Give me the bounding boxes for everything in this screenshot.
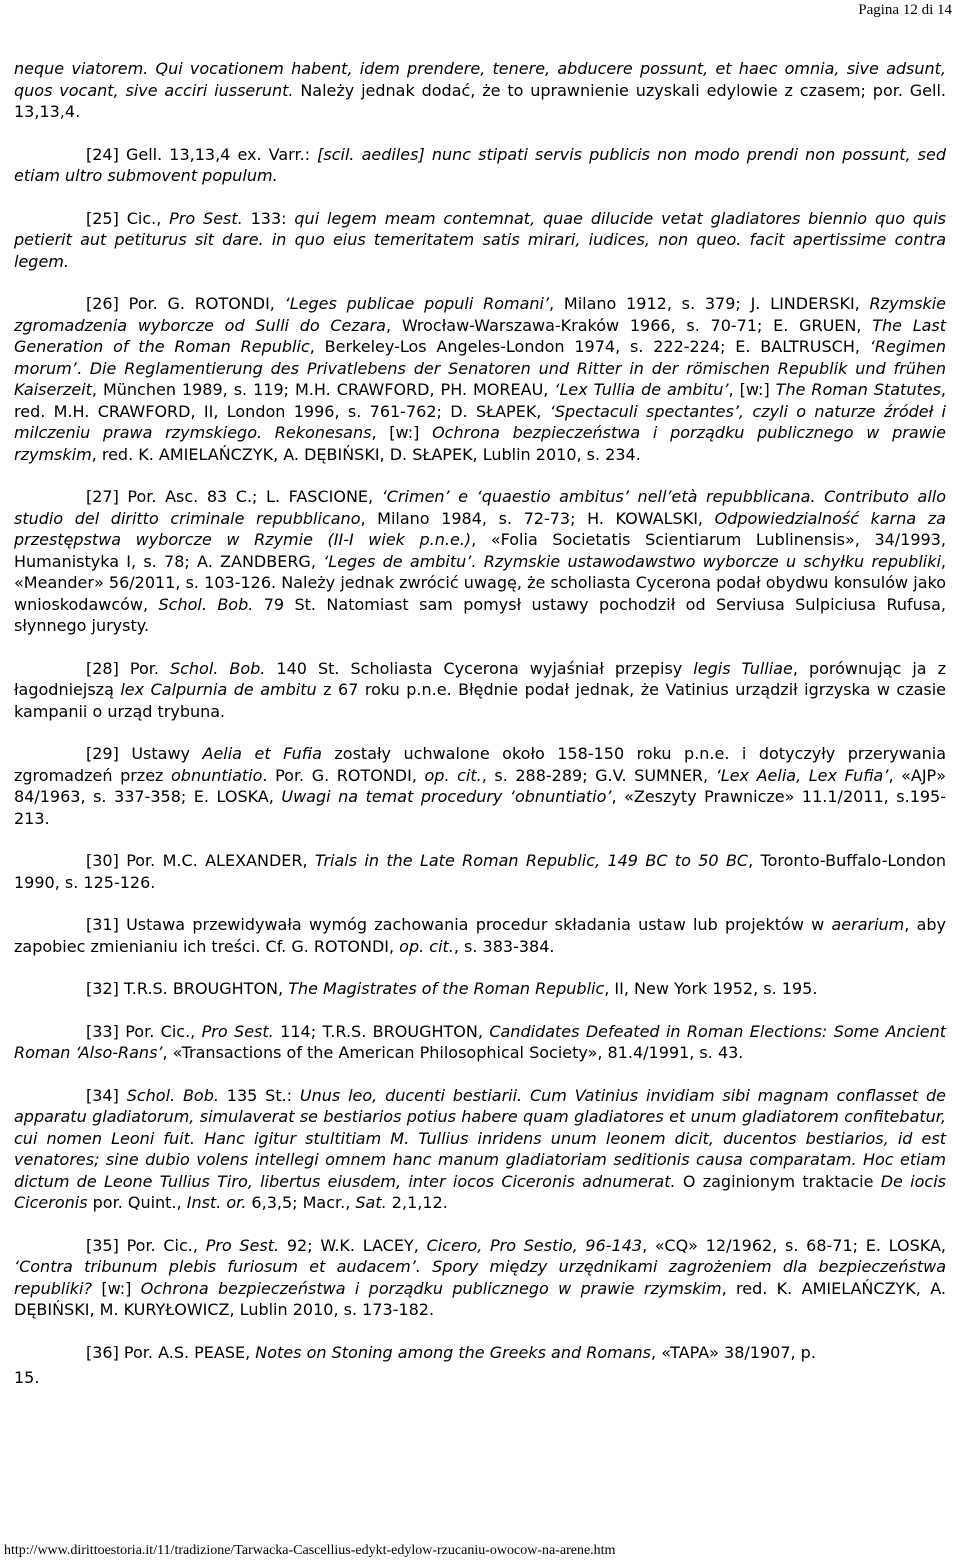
text-run: , «AJP» 84/1963, s. 337-358; E. LOSKA, — [14, 765, 946, 806]
text-run: . — [76, 358, 90, 378]
text-run: , aby zapobiec zmienianiu ich treści. Cf. G. ROTONDI, — [14, 915, 947, 956]
footnote — [14, 1085, 946, 1214]
italic-text: lex Calpurnia de ambitu — [120, 680, 317, 699]
italic-text: legis Tulliae — [693, 658, 793, 678]
text-run: , s. 288-289; G.V. SUMNER, — [481, 765, 716, 785]
text-run: , [w:] — [728, 380, 776, 399]
italic-text: Ochrona bezpieczeństwa i porządku publicznego w prawie rzymskim — [140, 1278, 722, 1298]
footnote — [14, 144, 946, 187]
text-run: [26] Por. G. ROTONDI, — [86, 294, 285, 313]
text-run: 135 St.: — [218, 1085, 300, 1105]
text-run: . Por. G. ROTONDI, — [262, 765, 425, 785]
text-run: 2,1,12. — [386, 1193, 448, 1212]
italic-text: The Last Generation of the Roman Republic — [14, 315, 947, 356]
text-run: [30] Por. M.C. ALEXANDER, — [86, 851, 315, 870]
italic-text: ‘Regimen morum’ — [14, 337, 946, 378]
italic-text: op. cit. — [424, 765, 482, 785]
italic-text: qui legem meam contemnat, quae dilucide vetat gladiatores biennio quo quis petierit aut petiturus sit dare. in quo eius temeritatem satis mirari, iudices, non queo. facit apertissime contra legem. — [14, 208, 946, 271]
text-run: , red. K. AMIELAŃCZYK, A. DĘBIŃSKI, D. SŁAPEK, Lublin 2010, s. 234. — [91, 444, 641, 464]
italic-text: Ochrona bezpieczeństwa i porządku publicznego w prawie rzymskim — [14, 423, 947, 464]
text-run: 79 St. Natomiast sam pomysł ustawy pochodził od Serviusa Sulpiciusa Rufusa, słynnego jurysty. — [14, 594, 946, 635]
italic-text: Cicero, Pro Sestio, 96-143 — [426, 1235, 643, 1255]
italic-text: ‘Leges publicae populi Romani’ — [284, 294, 550, 313]
text-run: , Milano 1984, s. 72-73; H. KOWALSKI, — [360, 508, 715, 528]
text-run: O zaginionym traktacie — [675, 1171, 881, 1191]
text-run: [35] Por. Cic., — [86, 1235, 206, 1255]
italic-text: Schol. Bob. — [158, 594, 254, 614]
italic-text: Unus leo, ducenti bestiarii. Cum Vatinius invidiam sibi magnam conflasset de apparatu gladiatorum, simulaverat se bestiarios potius habere quam gladiatores et unum gladiatorem confitebatur, cui nomen Leoni fuit. Hanc igitur stultitiam M. Tullius inridens unum leonem dicit, ducentos bestiarios, id est venatores; sine dubio volens intellegi omnem hanc manum gladiatoriam seditionis causa comparatam. Hoc etiam dictum de Leone Tullius Tiro, libertus eiusdem, inter iocos Ciceronis adnumerat. — [14, 1085, 947, 1191]
italic-text: neque viatorem. Qui vocationem habent, idem prendere, tenere, abducere possunt, et haec omnia, sive adsunt, quos vocant, sive acciri iusserunt. — [14, 59, 946, 100]
footnote — [14, 486, 946, 637]
text-run: [33] Por. Cic., — [86, 1021, 202, 1041]
text-run: Należy jednak dodać, że to uprawnienie uzyskali edylowie z czasem; por. Gell. 13,13,4. — [14, 80, 946, 121]
footnote — [14, 658, 946, 723]
italic-text: The Roman Statutes — [775, 380, 941, 399]
text-run: , «Transactions of the American Philosophical Society», 81.4/1991, s. 43. — [162, 1043, 744, 1062]
italic-text: Pro Sest. — [169, 208, 243, 228]
italic-text: Pro Sest. — [201, 1021, 274, 1041]
footnote — [14, 293, 946, 465]
text-run: [31] Ustawa przewidywała wymóg zachowania procedur składania ustaw lub projektów w — [86, 915, 832, 934]
text-run: [28] Por. — [86, 658, 170, 678]
footnote — [14, 743, 946, 829]
text-run: , Berkeley-Los Angeles-London 1974, s. 222-224; E. BALTRUSCH, — [309, 337, 870, 356]
italic-text: [scil. aediles] nunc stipati servis publicis non modo prendi non possunt, sed etiam ultro submovent populum. — [14, 144, 946, 185]
italic-text: Schol. Bob. — [169, 658, 266, 678]
text-run: [34] — [86, 1085, 127, 1105]
page-number-label: Pagina 12 di 14 — [858, 2, 952, 18]
text-run: , Milano 1912, s. 379; J. LINDERSKI, — [549, 294, 870, 313]
text-run: 114; T.R.S. BROUGHTON, — [273, 1021, 490, 1041]
text-run: 6,3,5; Macr., — [246, 1193, 356, 1212]
text-run: , «Meander» 56/2011, s. 103-126. Należy jednak zwrócić uwagę, że scholiasta Cycerona podał obydwu konsulów jako wnioskodawców, — [14, 551, 947, 614]
italic-text: Schol. Bob. — [126, 1085, 219, 1105]
text-run: , red. K. AMIELAŃCZYK, A. DĘBIŃSKI, M. KURYŁOWICZ, Lublin 2010, s. 173-182. — [14, 1278, 946, 1319]
italic-text: Odpowiedzialność karna za przestępstwa wyborcze w Rzymie (II-I wiek p.n.e.) — [14, 508, 946, 549]
italic-text: Trials in the Late Roman Republic, 149 BC to 50 BC — [314, 851, 749, 870]
italic-text: Inst. or. — [186, 1193, 247, 1212]
text-run: [w:] — [91, 1278, 141, 1298]
italic-text: ‘Leges de ambitu’. Rzymskie ustawodawstwo wyborcze u schyłku republiki — [323, 551, 941, 571]
italic-text: Uwagi na temat procedury ‘obnuntiatio’ — [281, 787, 612, 806]
footnote — [14, 850, 946, 893]
text-run: [25] Cic., — [86, 208, 170, 228]
text-run: [27] Por. Asc. 83 C.; L. FASCIONE, — [86, 487, 382, 506]
italic-text: The Magistrates of the Roman Republic — [288, 979, 605, 998]
italic-text: ‘Crimen’ e ‘quaestio ambitus’ nell’età repubblicana. Contributo allo studio del diritto criminale repubblicano — [14, 487, 947, 528]
italic-text: Candidates Defeated in Roman Elections: Some Ancient Roman ‘Also-Rans’ — [14, 1021, 947, 1062]
italic-text: ‘Contra tribunum plebis furiosum et audacem’. Spory między urzędnikami zagrożeniem dla bezpieczeństwa republiki? — [14, 1257, 946, 1298]
italic-text: aerarium — [831, 915, 905, 934]
intro-paragraph — [14, 58, 946, 123]
text-run: , «Zeszyty Prawnicze» 11.1/2011, s.195-213. — [14, 787, 947, 828]
text-run: , Toronto-Buffalo-London 1990, s. 125-126. — [14, 851, 947, 892]
footnote — [14, 914, 946, 957]
italic-text: Die Reglamentierung des Privatlebens der Senatoren und Ritter in der römischen Republik und frühen Kaiserzeit — [14, 358, 947, 399]
text-run: por. Quint., — [87, 1193, 187, 1212]
text-run: [29] Ustawy — [86, 744, 203, 763]
text-run: [24] Gell. 13,13,4 ex. Varr.: — [86, 144, 318, 164]
text-run: , «TAPA» 38/1907, p. — [651, 1342, 816, 1362]
text-run: [36] Por. A.S. PEASE, — [86, 1342, 256, 1362]
text-run: , München 1989, s. 119; M.H. CRAWFORD, PH. MOREAU, — [91, 380, 555, 399]
italic-text: Notes on Stoning among the Greeks and Romans — [255, 1342, 652, 1362]
text-run: , [w:] — [371, 423, 433, 442]
text-run: , «Folia Societatis Scientiarum Lublinensis», 34/1993, Humanistyka I, s. 78; A. ZANDBERG, — [14, 530, 946, 571]
text-run: 133: — [242, 208, 295, 228]
text-run: 92; W.K. LACEY, — [279, 1235, 427, 1255]
italic-text: ‘Lex Tullia de ambitu’ — [554, 380, 729, 399]
italic-text: Sat. — [355, 1193, 387, 1212]
text-run: , «CQ» 12/1962, s. 68-71; E. LOSKA, — [642, 1235, 947, 1255]
text-run: [32] T.R.S. BROUGHTON, — [86, 979, 289, 998]
continuation-line: 15. — [14, 1368, 40, 1387]
text-run: , porównując ja z łagodniejszą — [14, 658, 947, 699]
text-run: z 67 roku p.n.e. Błędnie podał jednak, że Vatinius urządził igrzyska w czasie kampanii o urząd trybuna. — [14, 680, 947, 721]
italic-text: op. cit. — [399, 936, 454, 956]
footnote — [14, 1021, 946, 1064]
italic-text: ‘Lex Aelia, Lex Fufia’ — [715, 765, 889, 785]
text-run: , red. M.H. CRAWFORD, II, London 1996, s. 761-762; D. SŁAPEK, — [14, 380, 947, 421]
footnotes-list — [14, 144, 946, 1389]
text-run: zostały uchwalone około 158-150 roku p.n.e. i dotyczyły przerywania zgromadzeń przez — [14, 744, 947, 785]
footnote — [14, 208, 946, 273]
italic-text: Rzymskie zgromadzenia wyborcze od Sulli do Cezara — [14, 294, 947, 335]
text-run: , Wrocław-Warszawa-Kraków 1966, s. 70-71; E. GRUEN, — [386, 315, 873, 335]
italic-text: Pro Sest. — [205, 1235, 280, 1255]
italic-text: ‘Spectaculi spectantes’, czyli o naturze źródeł i milczeniu prawa rzymskiego. Rekonesans — [14, 401, 946, 442]
footnote — [14, 1342, 946, 1389]
italic-text: obnuntiatio — [171, 765, 263, 785]
footnote — [14, 1235, 946, 1321]
italic-text: De iocis Ciceronis — [14, 1171, 946, 1212]
document-body — [14, 58, 946, 1410]
text-run: , s. 383-384. — [453, 936, 555, 956]
text-run: , II, New York 1952, s. 195. — [604, 979, 818, 998]
footnote — [14, 978, 946, 1000]
page-url: http://www.dirittoestoria.it/11/tradizione/Tarwacka-Cascellius-edykt-edylow-rzucaniu-owocow-na-arene.htm — [4, 1543, 616, 1558]
text-run: 140 St. Scholiasta Cycerona wyjaśniał przepisy — [265, 658, 694, 678]
italic-text: Aelia et Fufia — [202, 744, 322, 763]
